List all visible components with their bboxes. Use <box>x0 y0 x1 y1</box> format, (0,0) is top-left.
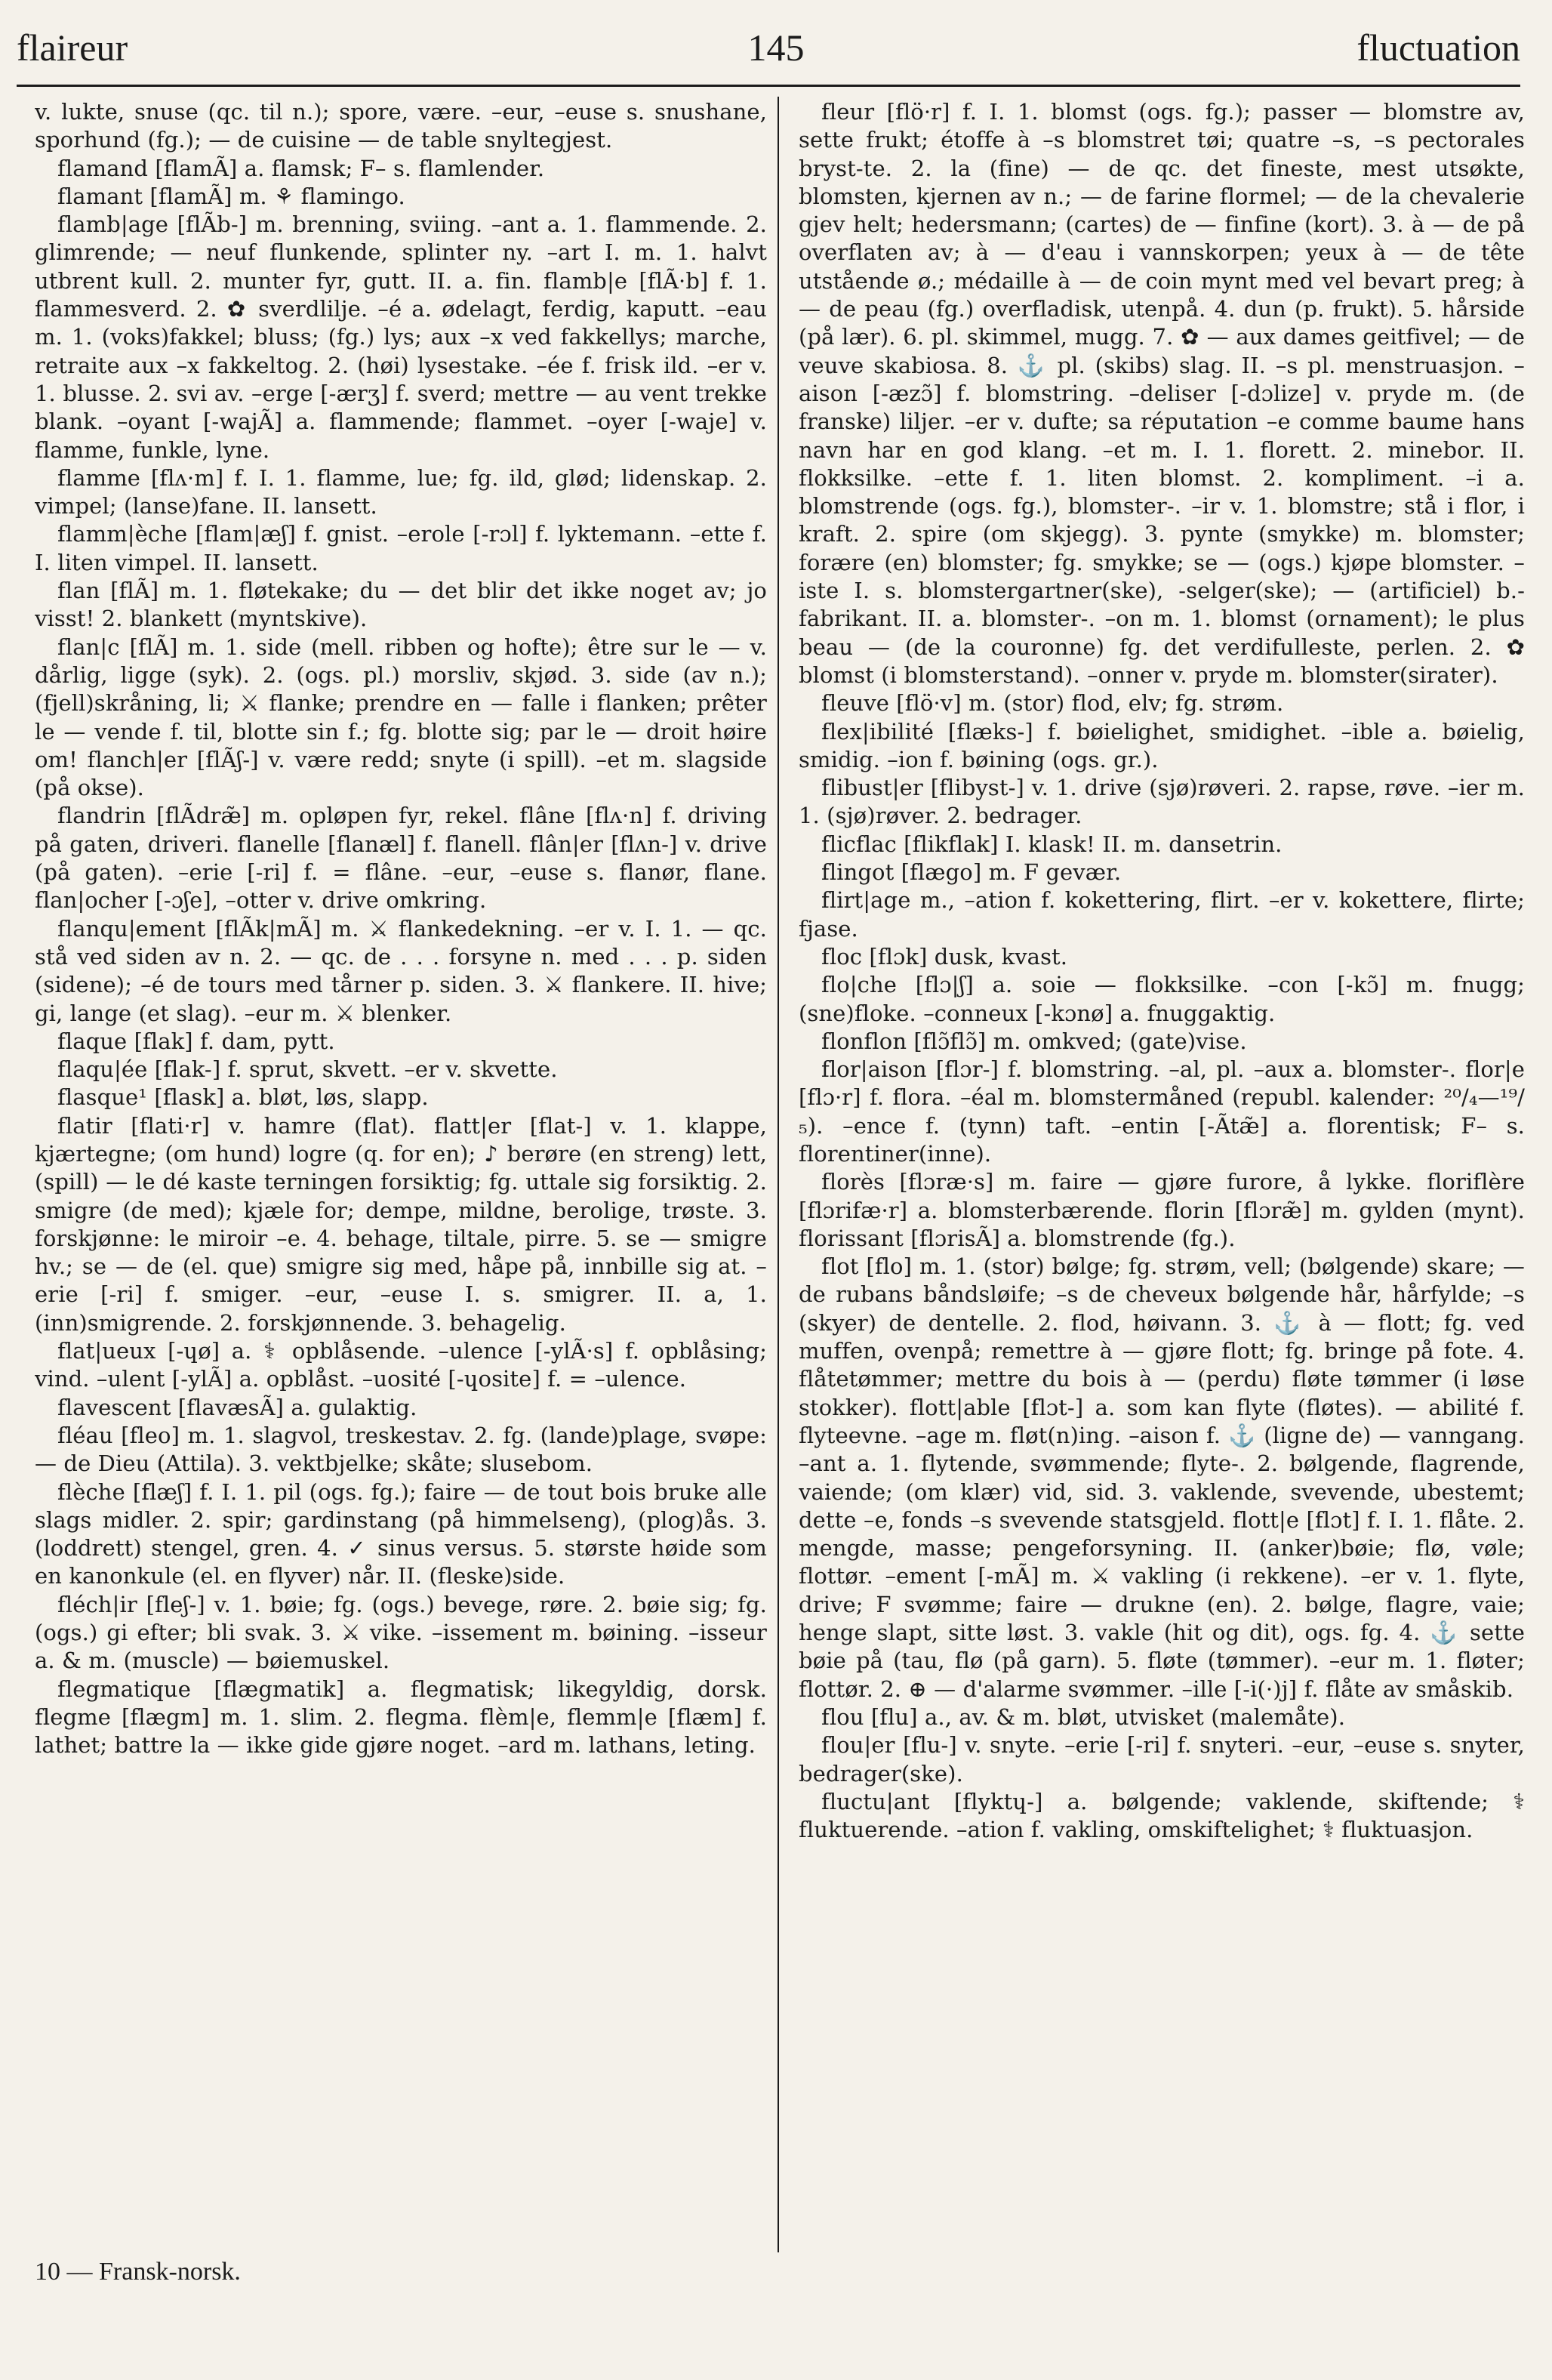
dictionary-entry: flor|aison [flɔr-] f. blomstring. –al, pl. –aux a. blomster-. flor|e [flɔ·r] f. flora. –éal m. blomstermåned (republ. kalender: ²⁰/₄—¹⁹/₅). –ence f. (tynn) taft. –entin [-Ãtæ̃] a. florentisk; F– s. florentiner(inne). <box>799 1056 1525 1167</box>
dictionary-entry: flamm|èche [flam|æʃ] f. gnist. –erole [-rɔl] f. lyktemann. –ette f. I. liten vimpel. II. lansett. <box>35 521 767 575</box>
page-footer: 10 — Fransk-norsk. <box>35 2258 241 2286</box>
dictionary-entry: flamme [flʌ·m] f. I. 1. flamme, lue; fg. ild, glød; lidenskap. 2. vimpel; (lanse)fane. II. lansett. <box>35 464 767 519</box>
dictionary-entry: flingot [flægo] m. F gevær. <box>821 859 1122 886</box>
dictionary-entry: flirt|age m., –ation f. kokettering, flirt. –er v. kokettere, flirte; fjase. <box>799 887 1525 942</box>
dictionary-entry: flan|c [flÃ] m. 1. side (mell. ribben og hofte); être sur le — v. dårlig, ligge (syk). 2. (ogs. pl.) morsliv, skjød. 3. side (av n.); (fjell)skråning, li; ⚔ flanke; prendre en — falle i flanken; prêter le — vende f. til, blotte sin f.; fg. blotte sig; par le — droit høire om! flanch|er [flÃʃ-] v. være redd; snyte (i spill). –et m. slagside (på okse). <box>35 634 767 801</box>
dictionary-entry: flicflac [flikflak] I. klask! II. m. dansetrin. <box>821 831 1283 857</box>
column-divider <box>778 97 779 2252</box>
dictionary-entry: flot [flo] m. 1. (stor) bølge; fg. strøm, vell; (bølgende) skare; — de rubans båndsløife; –s de cheveux bølgende hår, hårfylde; –s (skyer) de dentelle. 2. flod, høivann. 3. ⚓ à — flott; fg. ved muffen, ovenpå; remettre à — gjøre flott; fg. bringe på fote. 4. flåtetømmer; mettre du bois à — (perdu) fløte tømmer (i løse stokker). flott|able [flɔt-] a. som kan flyte (fløtes). — abilité f. flyteevne. –age m. fløt(n)ing. –aison f. ⚓ (ligne de) — vanngang. –ant a. 1. flytende, svømmende; flyte-. 2. bølgende, flagrende, vaiende; (om klær) vid, sid. 3. vaklende, svevende, ubestemt; dette –e, fonds –s svevende statsgjeld. flott|e [flɔt] f. I. 1. flåte. 2. mengde, masse; pengeforsyning. II. (anker)bøie; flø, vøle; flottør. –ement [-mÃ] m. ⚔ vakling (i rekkene). –er v. 1. flyte, drive; F svømme; faire — drukne (en). 2. bølge, flagre, vaie; henge slapt, sitte løst. 3. vakle (hit og dit), ogs. fg. 4. ⚓ sette bøie på (tau, flø (på garn). 5. fløte (tømmer). –eur m. 1. fløter; flottør. 2. ⊕ — d'alarme svømmer. –ille [-i(·)j] f. flåte av småskib. <box>799 1253 1525 1702</box>
page-number: 145 <box>747 26 805 69</box>
dictionary-entry: fluctu|ant [flyktɥ-] a. bølgende; vaklende, skiftende; ⚕ fluktuerende. –ation f. vakling, omskiftelighet; ⚕ fluktuasjon. <box>799 1788 1525 1843</box>
left-guide-word: flaireur <box>17 26 128 69</box>
dictionary-entry: flou|er [flu-] v. snyte. –erie [-ri] f. snyteri. –eur, –euse s. snyter, bedrager(ske). <box>799 1732 1525 1787</box>
right-guide-word: fluctuation <box>1356 26 1520 69</box>
dictionary-entry: flavescent [flavæsÃ] a. gulaktig. <box>57 1394 417 1420</box>
header-rule <box>17 85 1520 87</box>
dictionary-entry: flex|ibilité [flæks-] f. bøielighet, smidighet. –ible a. bøielig, smidig. –ion f. bøining (ogs. gr.). <box>799 718 1525 772</box>
dictionary-entry: flaque [flak] f. dam, pytt. <box>57 1028 335 1054</box>
page-header <box>0 21 1552 82</box>
dictionary-entry: flonflon [flɔ̃flɔ̃] m. omkved; (gate)vise. <box>821 1028 1247 1054</box>
dictionary-entry: flegmatique [flægmatik] a. flegmatisk; likegyldig, dorsk. flegme [flægm] m. 1. slim. 2. flegma. flèm|e, flemm|e [flæm] f. lathet; battre la — ikke gide gjøre noget. –ard m. lathans, leting. <box>35 1676 767 1759</box>
dictionary-entry: flan [flÃ] m. 1. fløtekake; du — det blir det ikke noget av; jo visst! 2. blankett (myntskive). <box>35 578 767 632</box>
dictionary-entry: flat|ueux [-ɥø] a. ⚕ opblåsende. –ulence [-ylÃ·s] f. opblåsing; vind. –ulent [-ylÃ] a. opblåst. –uosité [-ɥosite] f. = –ulence. <box>35 1338 767 1392</box>
dictionary-entry: flamand [flamÃ] a. flamsk; F– s. flamlender. <box>57 155 545 181</box>
dictionary-entry: florès [flɔræ·s] m. faire — gjøre furore, å lykke. floriflère [flɔrifæ·r] a. blomsterbærende. florin [flɔræ̃] m. gylden (mynt). florissant [flɔrisÃ] a. blomstrende (fg.). <box>799 1169 1525 1251</box>
dictionary-entry: flasque¹ [flask] a. bløt, løs, slapp. <box>57 1084 429 1111</box>
dictionary-entry: fleuve [flö·v] m. (stor) flod, elv; fg. strøm. <box>821 690 1284 717</box>
dictionary-entry: floc [flɔk] dusk, kvast. <box>821 943 1068 970</box>
dictionary-entry: flanqu|ement [flÃk|mÃ] m. ⚔ flankedekning. –er v. I. 1. — qc. stå ved siden av n. 2. — qc. de . . . forsyne n. med . . . p. siden (sidene); –é de tours med tårner p. siden. 3. ⚔ flankere. II. hive; gi, lange (et slag). –eur m. ⚔ blenker. <box>35 915 767 1026</box>
dictionary-entry: v. lukte, snuse (qc. til n.); spore, være. –eur, –euse s. snushane, sporhund (fg.); — de cuisine — de table snyltegjest. <box>35 99 767 153</box>
dictionary-entry: flibust|er [flibyst-] v. 1. drive (sjø)røveri. 2. rapse, røve. –ier m. 1. (sjø)røver. 2. bedrager. <box>799 775 1525 829</box>
dictionary-entry: flèche [flæʃ] f. I. 1. pil (ogs. fg.); faire — de tout bois bruke alle slags midler. 2. spir; gardinstang (på himmelseng), (plog)ås. 3. (loddrett) stengel, gren. 4. ✓ sinus versus. 5. største høide som en kanonkule (el. en flyver) når. II. (fleske)side. <box>35 1478 767 1589</box>
dictionary-entry: flatir [flati·r] v. hamre (flat). flatt|er [flat-] v. 1. klappe, kjærtegne; (om hund) logre (q. for en); ♪ berøre (en streng) lett, (spill) — le dé kaste terningen forsiktig; fg. uttale sig forsiktig. 2. smigre (de med); kjæle for; dempe, mildne, berolige, trøste. 3. forskjønne: le miroir –e. 4. behage, tiltale, pirre. 5. se — smigre hv.; se — de (el. que) smigre sig med, håpe på, innbille sig at. –erie [-ri] f. smiger. –eur, –euse I. s. smigrer. II. a, 1. (inn)smigrende. 2. forskjønnende. 3. behagelig. <box>35 1112 767 1336</box>
right-column <box>799 98 1525 2254</box>
dictionary-entry: flamant [flamÃ] m. ⚘ flamingo. <box>57 183 405 209</box>
dictionary-entry: flamb|age [flÃb-] m. brenning, sviing. –ant a. 1. flammende. 2. glimrende; — neuf flunkende, splinter ny. –art I. m. 1. halvt utbrent kull. 2. munter fyr, gutt. II. a. fin. flamb|e [flÃ·b] f. 1. flammesverd. 2. ✿ sverdlilje. –é a. ødelagt, ferdig, kaputt. –eau m. 1. (voks)fakkel; bluss; (fg.) lys; aux –x ved fakkellys; marche, retraite aux –x fakkeltog. 2. (høi) lysestake. –ée f. frisk ild. –er v. 1. blusse. 2. svi av. –erge [-ærʒ] f. sverd; mettre — au vent trekke blank. –oyant [-wajÃ] a. flammende; flammet. –oyer [-waje] v. flamme, funkle, lyne. <box>35 211 767 463</box>
dictionary-entry: fléch|ir [fleʃ-] v. 1. bøie; fg. (ogs.) bevege, røre. 2. bøie sig; fg. (ogs.) gi efter; bli svak. 3. ⚔ vike. –issement m. bøining. –isseur a. & m. (muscle) — bøiemuskel. <box>35 1591 767 1674</box>
dictionary-entry: fléau [fleo] m. 1. slagvol, treskestav. 2. fg. (lande)plage, svøpe: — de Dieu (Attila). 3. vektbjelke; skåte; slusebom. <box>35 1422 767 1477</box>
dictionary-entry: flou [flu] a., av. & m. bløt, utvisket (malemåte). <box>821 1703 1346 1730</box>
dictionary-entry: flandrin [flÃdræ̃] m. opløpen fyr, rekel. flâne [flʌ·n] f. driving på gaten, driveri. flanelle [flanæl] f. flanell. flân|er [flʌn-] v. drive (på gaten). –erie [-ri] f. = flâne. –eur, –euse s. flanør, flane. flan|ocher [-ɔʃe], –otter v. drive omkring. <box>35 803 767 914</box>
dictionary-entry: flo|che [flɔ|ʃ] a. soie — flokksilke. –con [-kɔ̃] m. fnugg; (sne)floke. –conneux [-kɔnø] a. fnuggaktig. <box>799 972 1525 1026</box>
dictionary-entry: flaqu|ée [flak-] f. sprut, skvett. –er v. skvette. <box>57 1056 558 1083</box>
left-column <box>35 98 767 2254</box>
dictionary-entry: fleur [flö·r] f. I. 1. blomst (ogs. fg.); passer — blomstre av, sette frukt; étoffe à –s blomstret tøi; quatre –s, –s pectorales bryst-te. 2. la (fine) — de qc. det fineste, mest utsøkte, blomsten, kjernen av n.; — de farine flormel; — de la chevalerie gjev helt; hedersmann; (cartes) de — finfine (kort). 3. à — de på overflaten av; à — d'eau i vannskorpen; yeux à — de tête utstående ø.; médaille à — de coin mynt med vel bevart preg; à — de peau (fg.) overfladisk, utenpå. 4. dun (p. frukt). 5. hårside (på lær). 6. pl. skimmel, mugg. 7. ✿ — aux dames geitfivel; — de veuve skabiosa. 8. ⚓ pl. (skibs) slag. II. –s pl. menstruasjon. –aison [-æzɔ̃] f. blomstring. –deliser [-dɔlize] v. pryde m. (de franske) liljer. –er v. dufte; sa réputation –e comme baume hans navn har en god klang. –et m. I. 1. florett. 2. minebor. II. flokksilke. –ette f. 1. liten blomst. 2. kompliment. –i a. blomstrende (ogs. fg.), blomster-. –ir v. 1. blomstre; stå i flor, i kraft. 2. spire (om skjegg). 3. pynte (smykke) m. blomster; forære (en) blomster; fg. smykke; se — (ogs.) kjøpe blomster. –iste I. s. blomstergartner(ske), -selger(ske); — (artificiel) b.-fabrikant. II. a. blomster-. –on m. 1. blomst (ornament); le plus beau — (de la couronne) fg. det verdifulleste, perlen. 2. ✿ blomst (i blomsterstand). –onner v. pryde m. blomster(sirater). <box>799 99 1525 688</box>
